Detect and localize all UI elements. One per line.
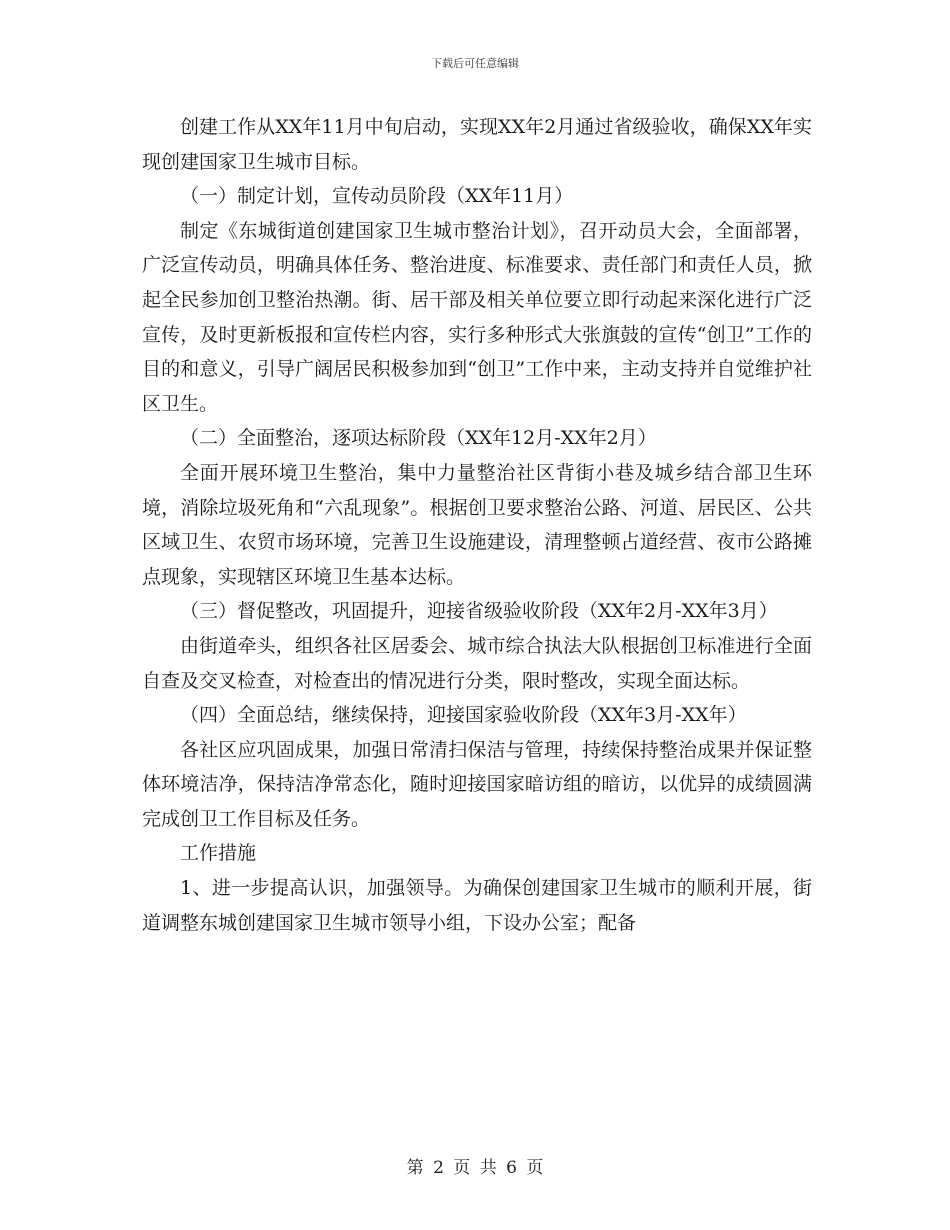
document-body — [142, 110, 812, 940]
paragraph-section-2: 全面开展环境卫生整治，集中力量整治社区背街小巷及城乡结合部卫生环境，消除垃圾死角和“六乱现象”。根据创卫要求整治公路、河道、居民区、公共区域卫生、农贸市场环境，完善卫生设施建设，清理整顿占道经营、夜市公路摊点现象，实现辖区环境卫生基本达标。 — [142, 461, 812, 588]
section-heading-4: （四）全面总结，继续保持，迎接国家验收阶段（XX年3月-XX年） — [180, 704, 747, 727]
paragraph-section-4: 各社区应巩固成果，加强日常清扫保洁与管理，持续保持整治成果并保证整体环境洁净，保持洁净常态化，随时迎接国家暗访组的暗访，以优异的成绩圆满完成创卫工作目标及任务。 — [142, 738, 812, 830]
section-heading-1: （一）制定计划，宣传动员阶段（XX年11月） — [180, 185, 574, 208]
section-heading-3: （三）督促整改，巩固提升，迎接省级验收阶段（XX年2月-XX年3月） — [180, 600, 778, 623]
paragraph-section-1: 制定《东城街道创建国家卫生城市整治计划》，召开动员大会，全面部署，广泛宣传动员，明确具体任务、整治进度、标准要求、责任部门和责任人员，掀起全民参加创卫整治热潮。街、居干部及相关单位要立即行动起来深化进行广泛宣传，及时更新板报和宣传栏内容，实行多种形式大张旗鼓的宣传“创卫”工作的目的和意义，引导广阔居民积极参加到“创卫”工作中来，主动支持并自觉维护社区卫生。 — [142, 219, 812, 415]
paragraph-section-3: 由街道牵头，组织各社区居委会、城市综合执法大队根据创卫标准进行全面自查及交叉检查，对检查出的情况进行分类，限时整改，实现全面达标。 — [142, 634, 812, 692]
page-number: 第 2 页 共 6 页 — [406, 1158, 544, 1178]
page-header-note: 下载后可任意编辑 — [431, 57, 519, 70]
paragraph-measure-1: 1、进一步提高认识，加强领导。为确保创建国家卫生城市的顺利开展，街道调整东城创建国家卫生城市领导小组，下设办公室；配备 — [142, 877, 812, 934]
paragraph-intro: 创建工作从XX年11月中旬启动，实现XX年2月通过省级验收，确保XX年实现创建国家卫生城市目标。 — [142, 116, 812, 173]
measures-heading: 工作措施 — [180, 842, 257, 865]
section-heading-2: （二）全面整治，逐项达标阶段（XX年12月-XX年2月） — [180, 427, 657, 450]
